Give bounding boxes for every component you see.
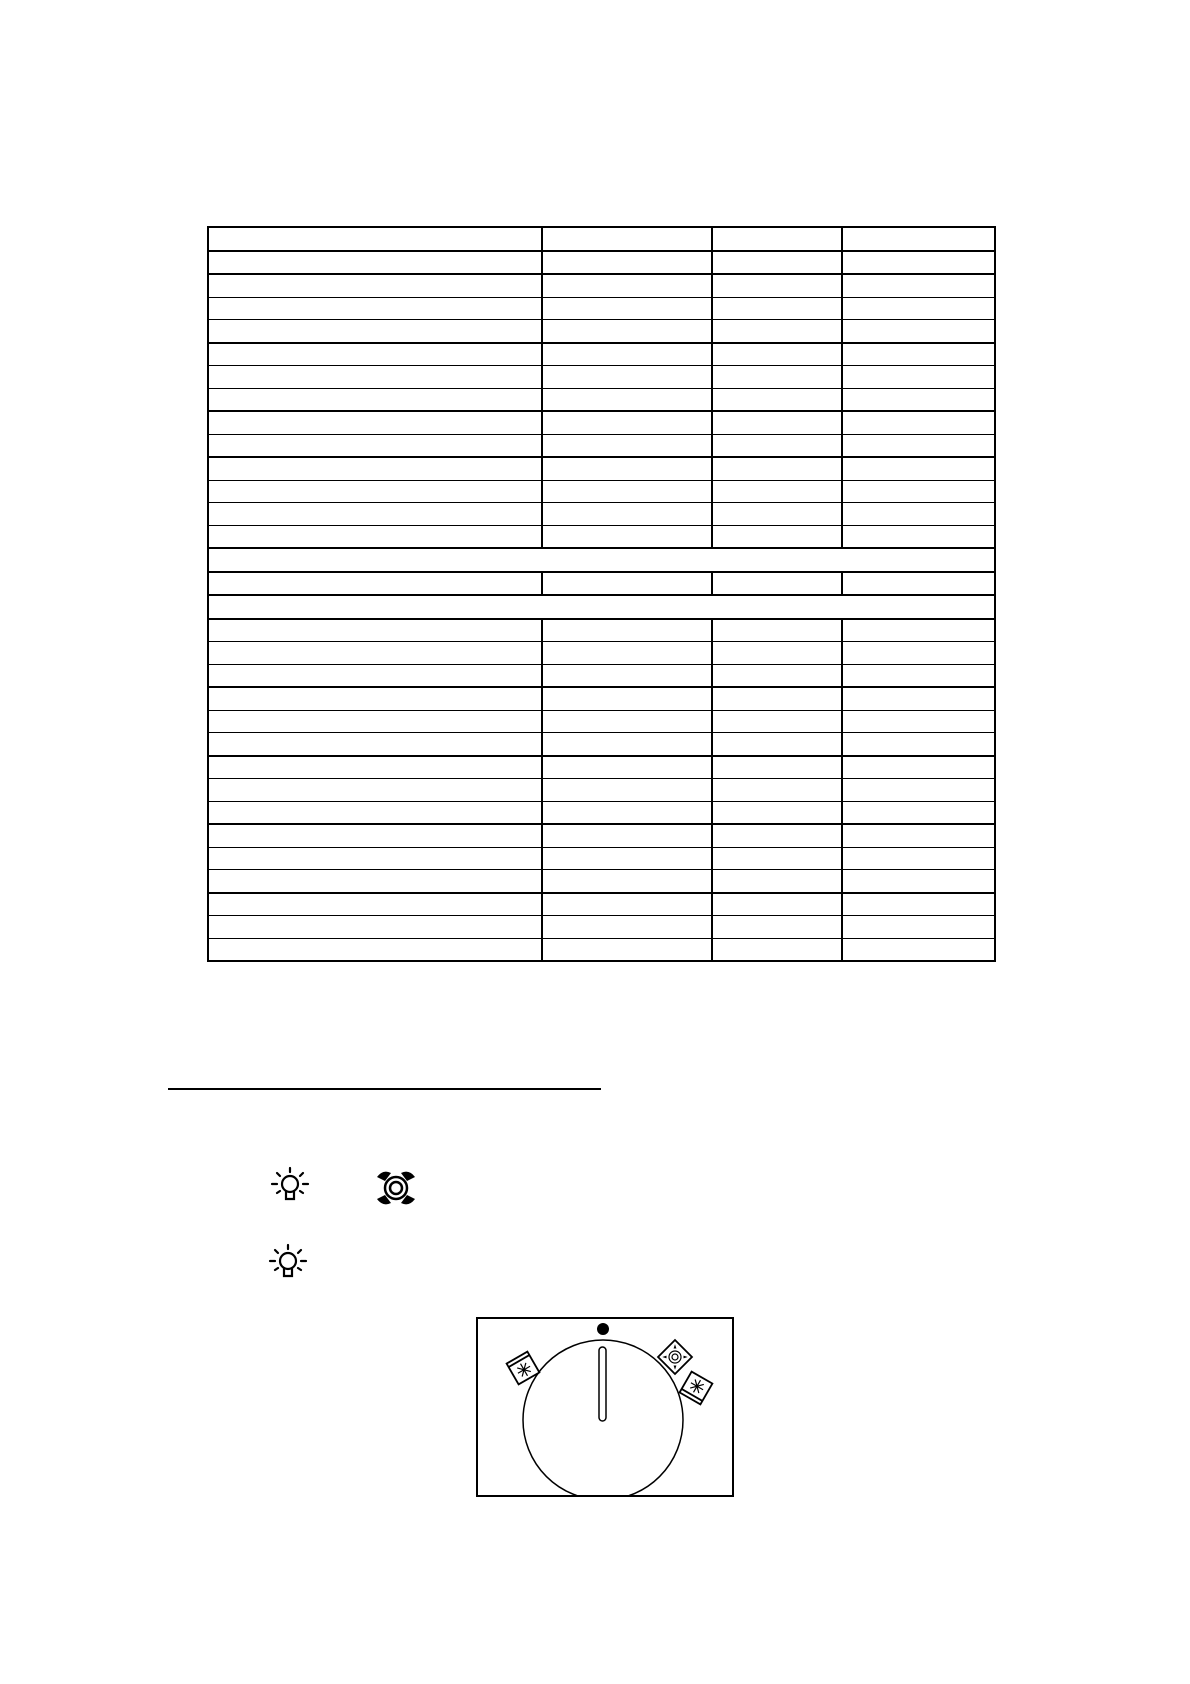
table-row bbox=[208, 572, 995, 596]
table-cell bbox=[712, 457, 842, 480]
table-row bbox=[208, 710, 995, 733]
table-cell bbox=[842, 227, 995, 251]
table-row bbox=[208, 824, 995, 847]
table-cell bbox=[712, 824, 842, 847]
table-cell bbox=[842, 388, 995, 411]
table-row bbox=[208, 457, 995, 480]
table-cell bbox=[542, 870, 712, 893]
table-cell bbox=[712, 642, 842, 665]
table-row bbox=[208, 411, 995, 434]
table-section-row bbox=[208, 595, 995, 619]
table-cell bbox=[542, 938, 712, 961]
table-cell bbox=[712, 366, 842, 389]
table-cell bbox=[842, 779, 995, 802]
table-cell bbox=[208, 916, 542, 939]
table-cell bbox=[712, 870, 842, 893]
table-cell bbox=[712, 779, 842, 802]
table-header-row bbox=[208, 227, 995, 251]
table-row bbox=[208, 938, 995, 961]
table-cell bbox=[842, 619, 995, 642]
table-cell bbox=[842, 503, 995, 526]
table-cell bbox=[712, 297, 842, 320]
table-cell bbox=[542, 916, 712, 939]
table-row bbox=[208, 893, 995, 916]
table-cell bbox=[542, 411, 712, 434]
table-cell bbox=[542, 893, 712, 916]
table-cell bbox=[712, 572, 842, 596]
table-cell bbox=[542, 619, 712, 642]
table-cell bbox=[542, 274, 712, 297]
table-cell bbox=[542, 457, 712, 480]
table-cell bbox=[842, 756, 995, 779]
table-cell bbox=[842, 847, 995, 870]
table-cell bbox=[208, 893, 542, 916]
table-cell bbox=[842, 824, 995, 847]
table-cell bbox=[208, 343, 542, 366]
table-cell bbox=[842, 251, 995, 275]
table-cell bbox=[208, 710, 542, 733]
table-cell bbox=[208, 642, 542, 665]
table-cell bbox=[712, 227, 842, 251]
table-row bbox=[208, 779, 995, 802]
table-cell bbox=[208, 251, 542, 275]
table-cell bbox=[842, 687, 995, 710]
table-cell bbox=[208, 847, 542, 870]
table-row bbox=[208, 733, 995, 756]
table-cell bbox=[842, 916, 995, 939]
table-cell bbox=[842, 434, 995, 457]
table-row bbox=[208, 251, 995, 275]
knob-svg bbox=[478, 1319, 732, 1495]
table-cell bbox=[542, 756, 712, 779]
table-cell bbox=[712, 938, 842, 961]
data-table bbox=[207, 226, 996, 962]
table-cell bbox=[842, 366, 995, 389]
table-cell bbox=[712, 388, 842, 411]
table-cell bbox=[542, 480, 712, 503]
table-cell bbox=[712, 320, 842, 343]
table-cell bbox=[712, 343, 842, 366]
table-cell bbox=[542, 320, 712, 343]
table-cell bbox=[208, 274, 542, 297]
table-cell bbox=[542, 434, 712, 457]
table-cell bbox=[208, 388, 542, 411]
section-underline bbox=[168, 1088, 601, 1090]
table-cell bbox=[842, 938, 995, 961]
table-row bbox=[208, 801, 995, 824]
table-cell bbox=[712, 687, 842, 710]
table-cell bbox=[842, 733, 995, 756]
table-row bbox=[208, 756, 995, 779]
lamp-icon bbox=[268, 1165, 312, 1214]
table-cell bbox=[842, 480, 995, 503]
table-cell bbox=[542, 503, 712, 526]
table-cell bbox=[712, 525, 842, 548]
table-cell bbox=[842, 710, 995, 733]
table-cell bbox=[542, 710, 712, 733]
table-cell bbox=[842, 801, 995, 824]
knob-diagram bbox=[476, 1317, 734, 1497]
table-cell bbox=[208, 870, 542, 893]
table-cell bbox=[712, 619, 842, 642]
table-cell bbox=[842, 870, 995, 893]
table-cell bbox=[712, 733, 842, 756]
table-cell bbox=[542, 366, 712, 389]
table-cell bbox=[842, 457, 995, 480]
table-cell bbox=[842, 893, 995, 916]
table-cell bbox=[542, 525, 712, 548]
table-cell bbox=[542, 733, 712, 756]
table-row bbox=[208, 687, 995, 710]
table-cell bbox=[542, 227, 712, 251]
table-cell bbox=[542, 642, 712, 665]
table-cell bbox=[712, 434, 842, 457]
table-row bbox=[208, 388, 995, 411]
table-cell bbox=[208, 320, 542, 343]
table-section-row bbox=[208, 548, 995, 572]
table-row bbox=[208, 434, 995, 457]
table-row bbox=[208, 366, 995, 389]
table-cell bbox=[712, 251, 842, 275]
table-cell bbox=[712, 801, 842, 824]
table-cell bbox=[542, 343, 712, 366]
table-cell bbox=[542, 297, 712, 320]
table-section-cell bbox=[208, 548, 995, 572]
table-cell bbox=[208, 434, 542, 457]
table-cell bbox=[542, 572, 712, 596]
table-cell bbox=[208, 503, 542, 526]
table-row bbox=[208, 320, 995, 343]
table-row bbox=[208, 274, 995, 297]
table-cell bbox=[208, 938, 542, 961]
table-cell bbox=[208, 525, 542, 548]
lamp-icon bbox=[266, 1242, 310, 1291]
table-cell bbox=[208, 457, 542, 480]
table-cell bbox=[208, 411, 542, 434]
table-row bbox=[208, 619, 995, 642]
table-cell bbox=[542, 251, 712, 275]
knob-pointer bbox=[599, 1347, 606, 1421]
table-cell bbox=[208, 227, 542, 251]
table-cell bbox=[712, 664, 842, 687]
table-cell bbox=[842, 642, 995, 665]
table-cell bbox=[208, 664, 542, 687]
table-cell bbox=[542, 824, 712, 847]
table-row bbox=[208, 847, 995, 870]
table-cell bbox=[208, 687, 542, 710]
table-row bbox=[208, 664, 995, 687]
table-cell bbox=[542, 664, 712, 687]
table-cell bbox=[712, 916, 842, 939]
table-cell bbox=[208, 824, 542, 847]
table-row bbox=[208, 503, 995, 526]
table-row bbox=[208, 642, 995, 665]
table-section-cell bbox=[208, 595, 995, 619]
table-row bbox=[208, 916, 995, 939]
table-cell bbox=[842, 320, 995, 343]
table-row bbox=[208, 480, 995, 503]
table-row bbox=[208, 297, 995, 320]
table-cell bbox=[542, 847, 712, 870]
table-row bbox=[208, 343, 995, 366]
table-cell bbox=[542, 388, 712, 411]
bottom-element-icon bbox=[680, 1372, 713, 1405]
table-cell bbox=[842, 572, 995, 596]
table-cell bbox=[208, 733, 542, 756]
table-cell bbox=[208, 572, 542, 596]
fan-icon bbox=[373, 1165, 419, 1216]
table-cell bbox=[208, 480, 542, 503]
table-cell bbox=[712, 710, 842, 733]
table-cell bbox=[842, 664, 995, 687]
table-cell bbox=[542, 779, 712, 802]
table-cell bbox=[208, 619, 542, 642]
table-cell bbox=[208, 756, 542, 779]
table-cell bbox=[842, 274, 995, 297]
off-dot bbox=[597, 1323, 609, 1335]
table-cell bbox=[712, 411, 842, 434]
table-cell bbox=[712, 847, 842, 870]
table-cell bbox=[712, 274, 842, 297]
table-cell bbox=[208, 779, 542, 802]
table-cell bbox=[712, 480, 842, 503]
table-cell bbox=[712, 503, 842, 526]
table-cell bbox=[542, 687, 712, 710]
table-row bbox=[208, 525, 995, 548]
table-cell bbox=[842, 343, 995, 366]
table-cell bbox=[542, 801, 712, 824]
table-cell bbox=[208, 801, 542, 824]
table-cell bbox=[208, 366, 542, 389]
table-cell bbox=[842, 525, 995, 548]
table-cell bbox=[712, 756, 842, 779]
table-cell bbox=[712, 893, 842, 916]
table-cell bbox=[842, 297, 995, 320]
table-cell bbox=[208, 297, 542, 320]
table-cell bbox=[842, 411, 995, 434]
table-row bbox=[208, 870, 995, 893]
